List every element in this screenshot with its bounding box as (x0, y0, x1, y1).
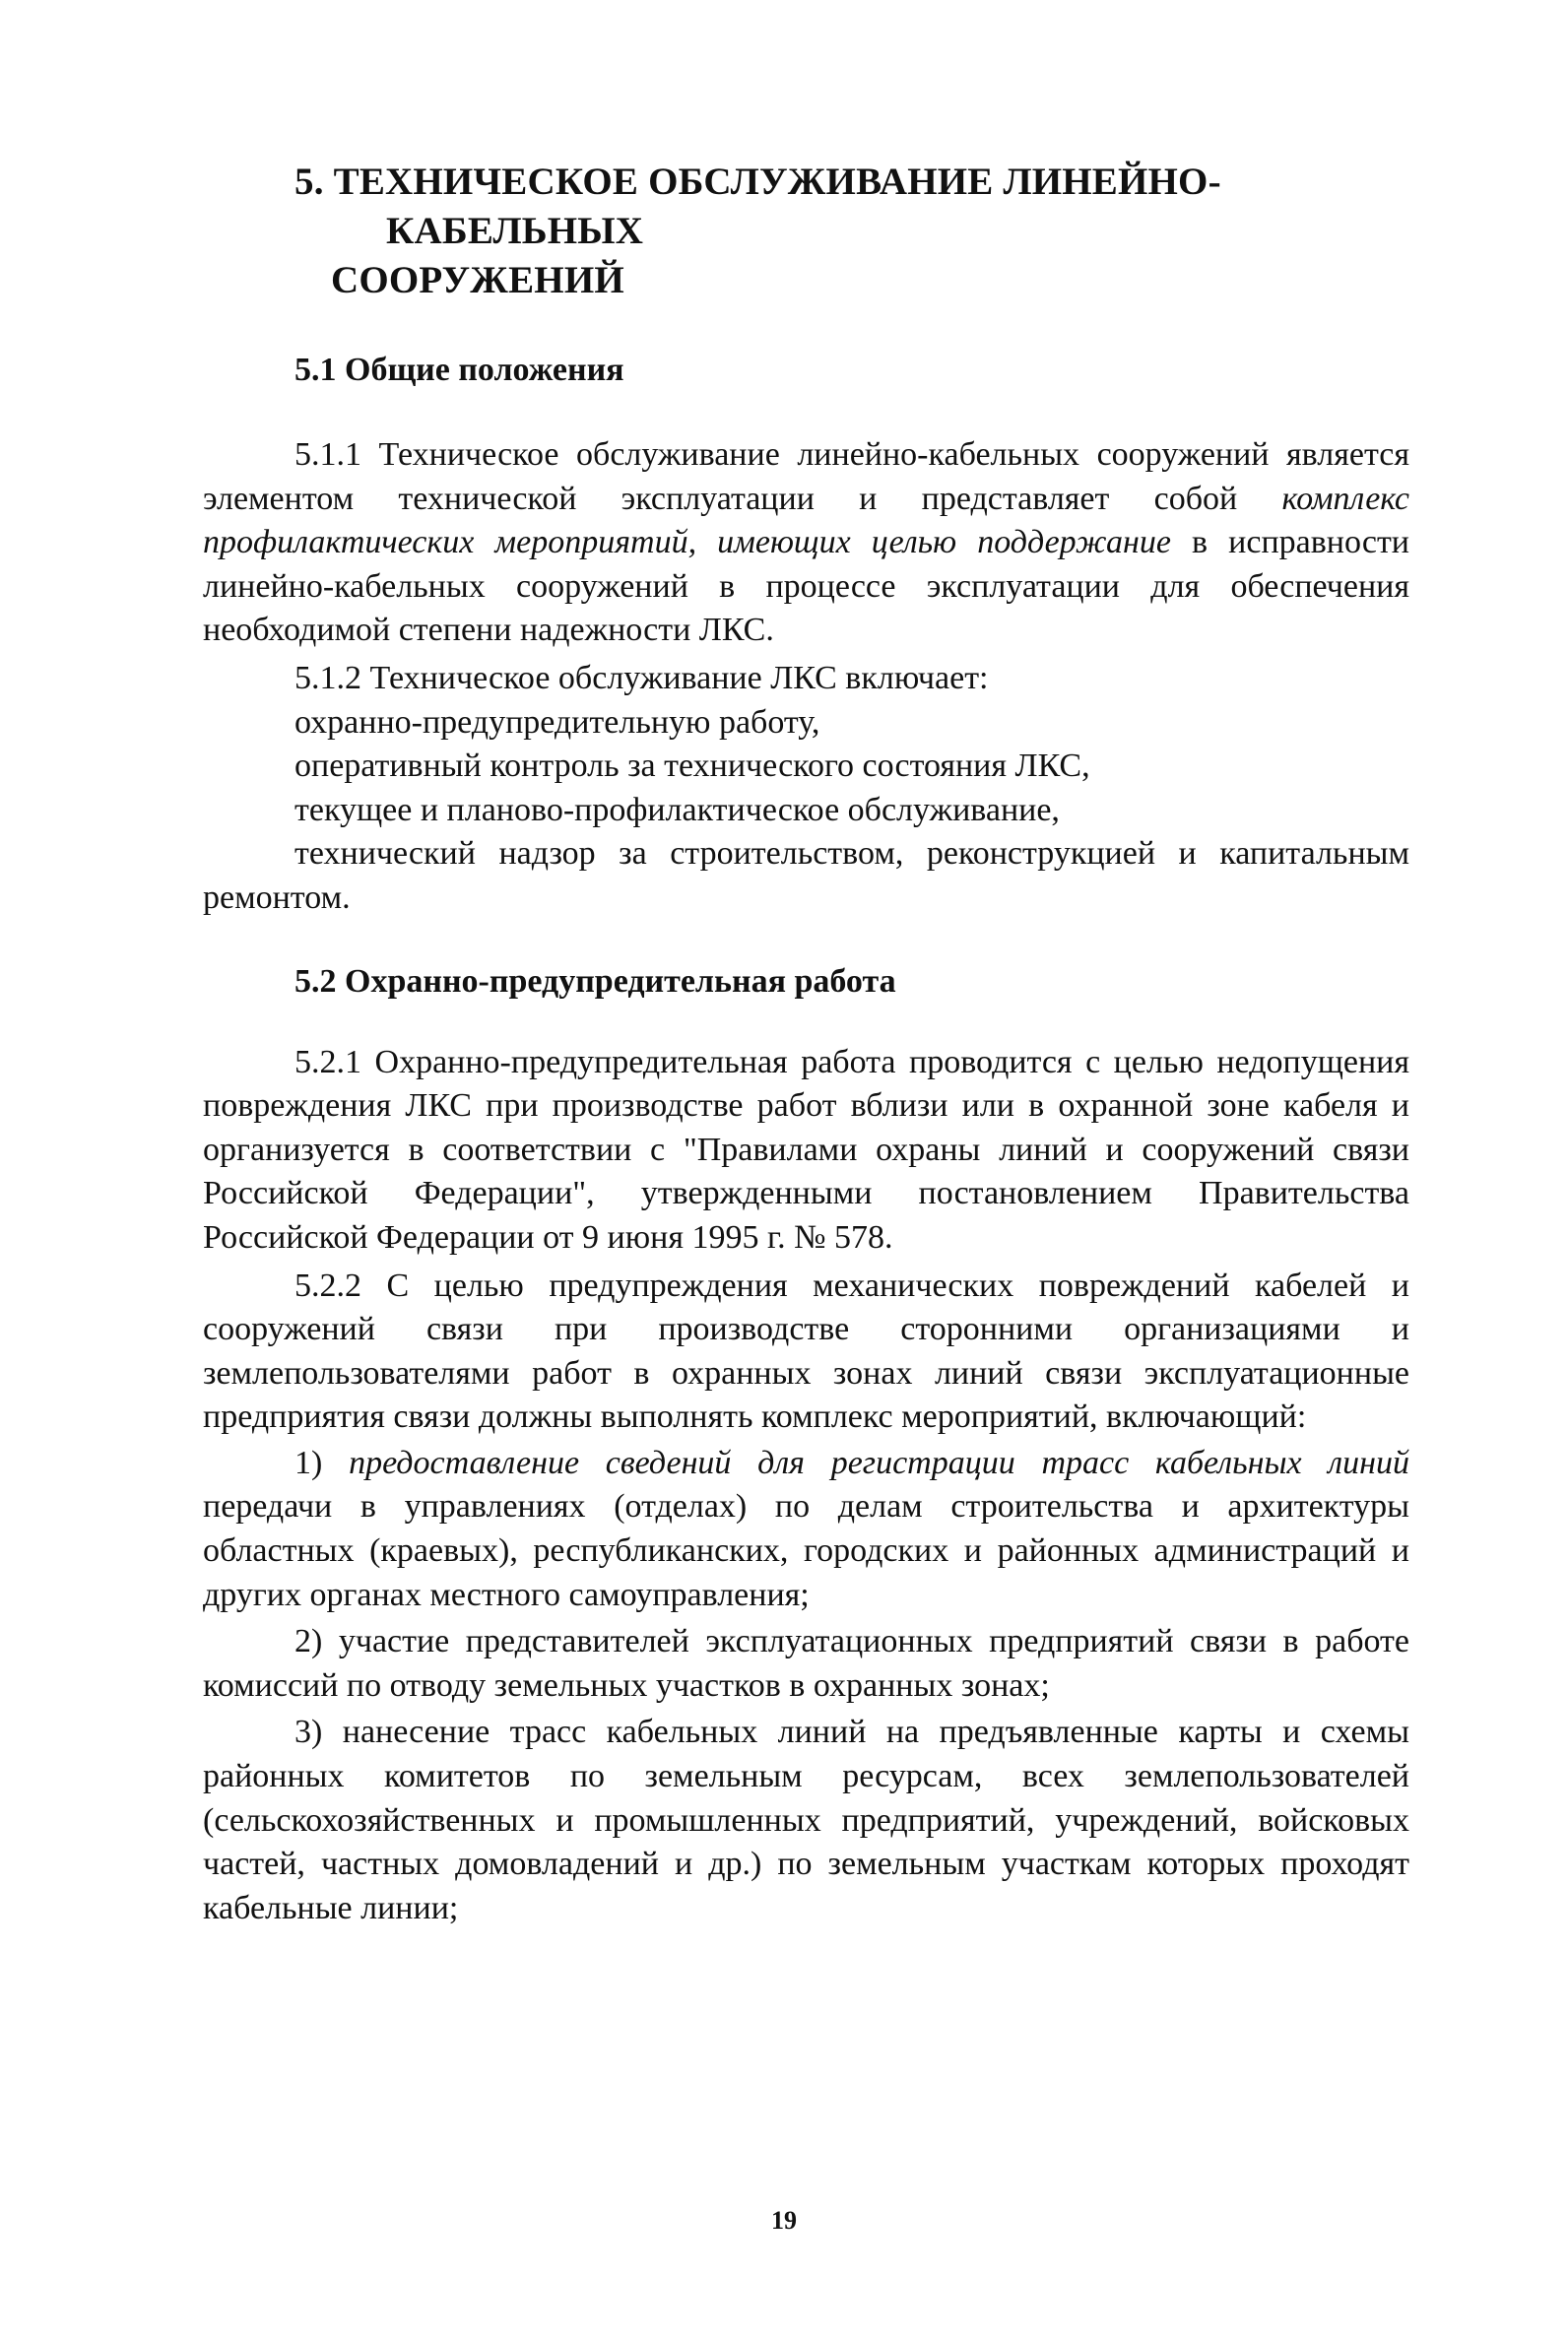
list-item-1: охранно-предупредительную работу, (294, 703, 820, 741)
list-item-measure-3: 3) нанесение трасс кабельных линий на предъявленные карты и схемы районных комитетов по земельным ресурсам, всех землепользователей (сельскохозяйственных и промышленных предприятий, учреждений, войсковых частей, частных домовладений и др.) по земельным участкам которых проходят кабельные линии; (203, 1714, 1409, 1926)
paragraph-5-1-1-italic: комплекс профилактических мероприятий, имеющих целью поддержание (203, 480, 1409, 561)
page-content (203, 158, 1409, 1930)
measure-1-rest: передачи в управлениях (отделах) по делам строительства и архитектуры областных (краевых), республиканских, городских и районных администраций и других органах местного самоуправления; (203, 1488, 1409, 1613)
section-5-heading (294, 158, 1409, 305)
section-5-heading-line-1: 5. ТЕХНИЧЕСКОЕ ОБСЛУЖИВАНИЕ ЛИНЕЙНО-КАБЕЛЬНЫХ (294, 161, 1221, 252)
section-5-1-heading: 5.1 Общие положения (294, 352, 624, 388)
paragraph-5-1-2: 5.1.2 Техническое обслуживание ЛКС включает: (294, 659, 989, 696)
paragraph-5-2-2: 5.2.2 С целью предупреждения механических повреждений кабелей и сооружений связи при производстве сторонними организациями и землепользователями работ в охранных зонах линий связи эксплуатационные предприятия связи должны выполнять комплекс мероприятий, включающий: (203, 1267, 1409, 1436)
list-item-measure-1 (203, 1442, 1409, 1617)
paragraph-5-1-1-start: 5.1.1 Техническое обслуживание линейно-кабельных сооружений является элементом технической эксплуатации и представляет собой (203, 436, 1409, 517)
paragraph-5-1-1 (203, 433, 1409, 653)
list-item-3: текущее и планово-профилактическое обслуживание, (294, 791, 1060, 828)
paragraph-5-2-1: 5.2.1 Охранно-предупредительная работа проводится с целью недопущения повреждения ЛКС при производстве работ вблизи или в охранной зоне кабеля и организуется в соответствии с "Правилами охраны линий и сооружений связи Российской Федерации", утвержденными постановлением Правительства Российской Федерации от 9 июня 1995 г. № 578. (203, 1043, 1409, 1256)
section-5-heading-line-2: СООРУЖЕНИЙ (331, 259, 624, 301)
measure-1-number: 1) (294, 1444, 350, 1481)
section-5-2-heading: 5.2 Охранно-предупредительная работа (294, 962, 896, 1000)
measure-1-italic: предоставление сведений для регистрации трасс кабельных линий (349, 1444, 1410, 1481)
list-item-4: технический надзор за строительством, реконструкцией и капитальным ремонтом. (203, 835, 1409, 916)
page-number: 19 (771, 2206, 797, 2235)
list-item-2: оперативный контроль за технического состояния ЛКС, (294, 748, 1090, 785)
list-item-measure-2: 2) участие представителей эксплуатационных предприятий связи в работе комиссий по отводу земельных участков в охранных зонах; (203, 1623, 1409, 1704)
paragraph-5-1-1-end: в исправности линейно-кабельных сооружений в процессе эксплуатации для обеспечения необходимой степени надежности ЛКС. (203, 524, 1409, 649)
